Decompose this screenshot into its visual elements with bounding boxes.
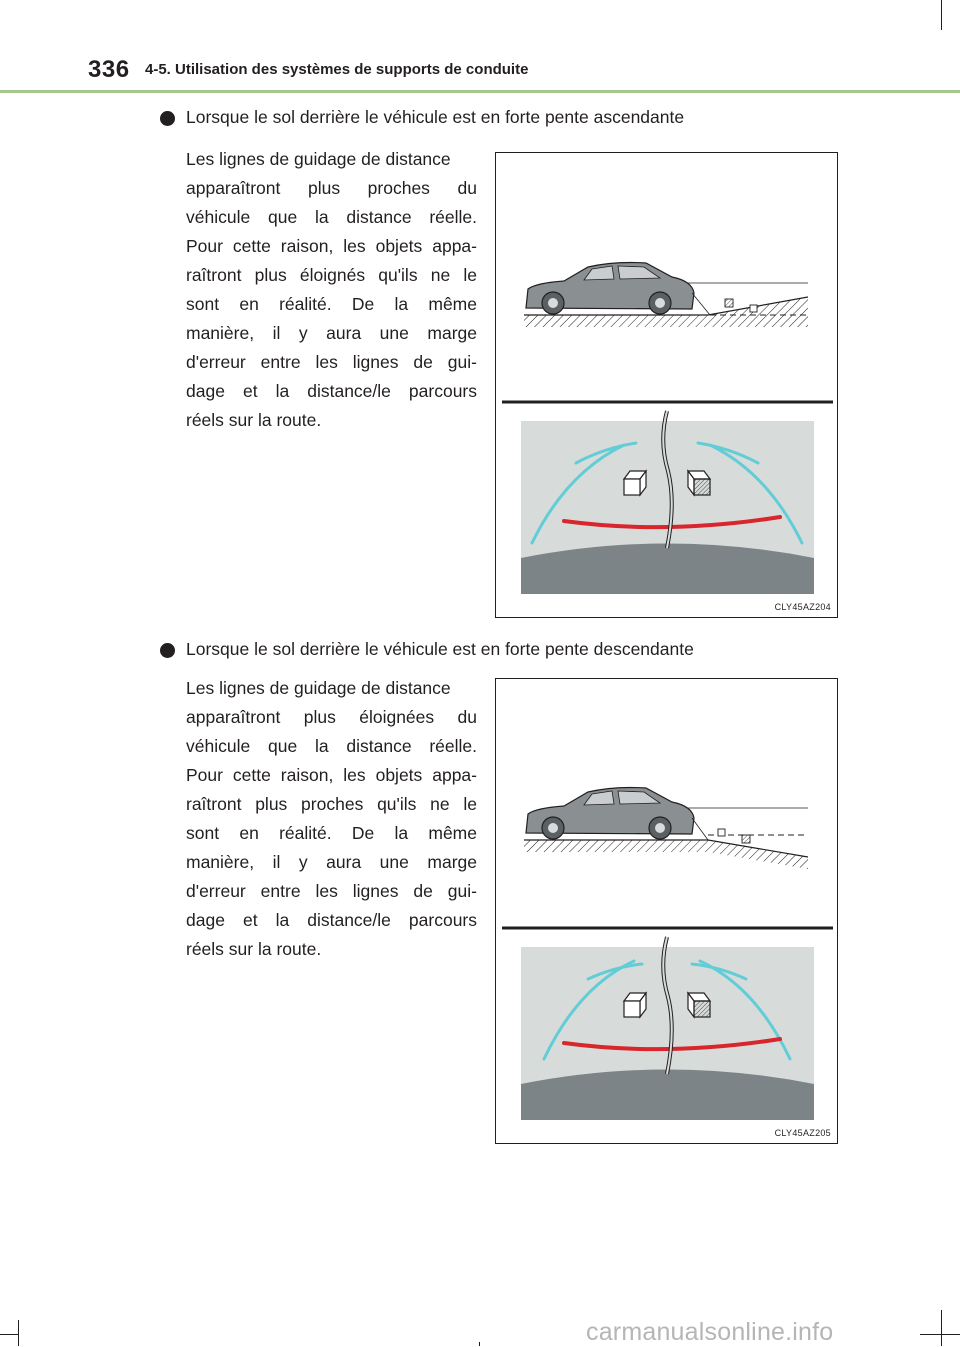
bullet-dot: [160, 111, 175, 126]
text-line: sont en réalité. De la même: [186, 294, 477, 314]
text-line: sont en réalité. De la même: [186, 823, 477, 843]
text-line: apparaîtront plus proches du: [186, 178, 477, 198]
figure-uphill: [495, 152, 838, 618]
text-line: dage et la distance/le parcours: [186, 381, 477, 401]
text-line: apparaîtront plus éloignées du: [186, 707, 477, 727]
downhill-illustration: [496, 679, 837, 1143]
box-obstacle-icon: [624, 993, 646, 1017]
text-line: véhicule que la distance réelle.: [186, 736, 477, 756]
crop-mark: [479, 1342, 480, 1346]
crop-mark: [941, 1310, 942, 1346]
text-line: d'erreur entre les lignes de gui-: [186, 352, 477, 372]
text-line: Pour cette raison, les objets appa-: [186, 236, 477, 256]
paragraph-downhill: [186, 674, 477, 964]
crop-mark: [0, 1334, 18, 1335]
bullet-dot: [160, 643, 175, 658]
page-number: 336: [88, 56, 130, 83]
uphill-illustration: [496, 153, 837, 617]
box-obstacle-hatched-icon: [688, 993, 710, 1017]
car-side-icon: [526, 263, 694, 315]
figure-code: CLY45AZ205: [774, 1128, 831, 1138]
text-line: véhicule que la distance réelle.: [186, 207, 477, 227]
text-line: raîtront plus proches qu'ils ne le: [186, 794, 477, 814]
figure-downhill: [495, 678, 838, 1144]
figure-code: CLY45AZ204: [774, 602, 831, 612]
crop-mark: [18, 1320, 19, 1346]
bullet-heading-downhill: Lorsque le sol derrière le véhicule est en forte pente descendante: [186, 639, 694, 659]
text-line: Les lignes de guidage de distance: [186, 149, 451, 169]
text-line: raîtront plus éloignés qu'ils ne le: [186, 265, 477, 285]
header-rule: [0, 90, 960, 93]
crop-mark: [941, 0, 942, 30]
text-line: manière, il y aura une marge: [186, 852, 477, 872]
text-line: Pour cette raison, les objets appa-: [186, 765, 477, 785]
text-line: Les lignes de guidage de distance: [186, 678, 451, 698]
text-line: d'erreur entre les lignes de gui-: [186, 881, 477, 901]
crop-mark: [920, 1334, 960, 1335]
box-obstacle-hatched-icon: [688, 471, 710, 495]
section-title: 4-5. Utilisation des systèmes de supports de conduite: [145, 61, 529, 78]
text-line: réels sur la route.: [186, 410, 322, 430]
box-obstacle-icon: [624, 471, 646, 495]
text-line: réels sur la route.: [186, 939, 322, 959]
paragraph-uphill: [186, 145, 477, 435]
text-line: dage et la distance/le parcours: [186, 910, 477, 930]
car-side-icon: [526, 788, 694, 840]
text-line: manière, il y aura une marge: [186, 323, 477, 343]
footer-watermark: carmanualsonline.info: [586, 1318, 834, 1346]
bullet-heading-uphill: Lorsque le sol derrière le véhicule est en forte pente ascendante: [186, 107, 685, 127]
